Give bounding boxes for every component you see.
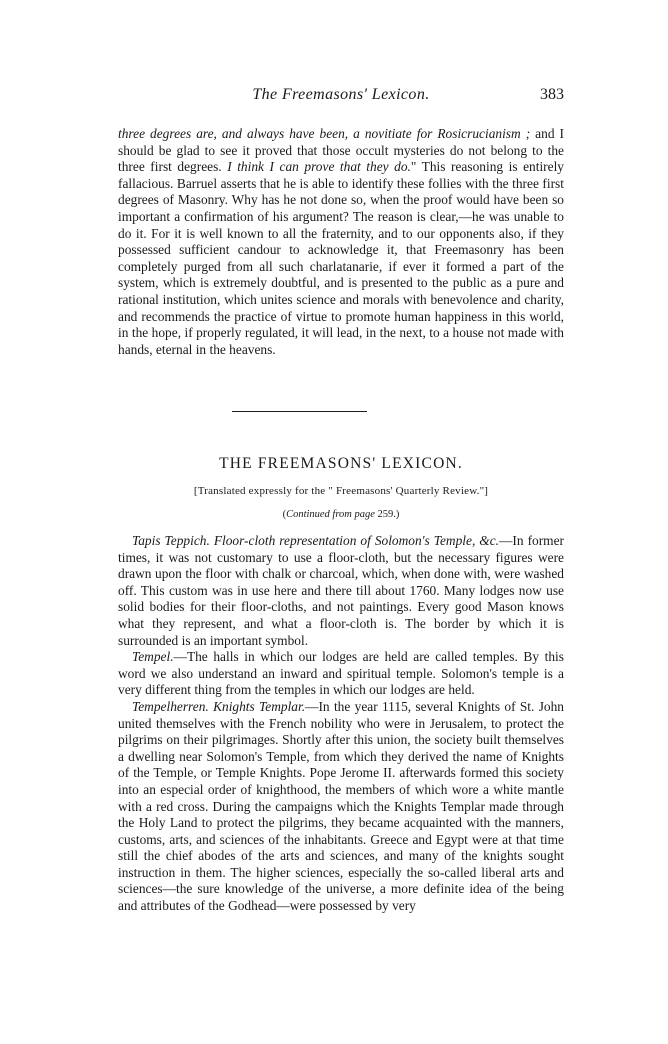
lexicon-entries [118, 533, 564, 915]
intro-text [118, 126, 564, 358]
entry-headword: Tempelherren. [132, 698, 209, 714]
entry-tempelherren [118, 699, 564, 915]
entry-headword: Tempel. [132, 649, 174, 665]
continued-italic: Continued from page [286, 509, 375, 520]
running-title: The Freemasons' Lexicon. [252, 86, 430, 103]
entry-text: —The halls in which our lodges are held are called temples. By this word we also understand an inward and spiritual temple. Solomon's temple is a very different thing from the temples in which our lodges are held. [118, 649, 564, 698]
continued-open: ( [282, 509, 287, 520]
intro-italic-lead: three degrees are, and always have been, a novitiate for Rosicrucianism ; [118, 126, 531, 141]
page-number: 383 [540, 86, 564, 103]
section-title: THE FREEMASONS' LEXICON. [219, 455, 463, 472]
entry-gloss: Floor-cloth representation of Solomon's Temple, &c. [209, 533, 500, 548]
intro-italic-quote: I think I can prove that they do. [227, 159, 411, 175]
entry-text: —In former times, it was not customary to use a floor-cloth, but the necessary figures were drawn upon the floor with chalk or charcoal, which, when done with, were washed off. This custom was in use here and there till about 1760. Many lodges now use solid bodies for their floor-cloths, and not paintings. Every good Mason knows what they represent, and what a floor-cloth is. The border by which it is surrounded is an important symbol. [118, 533, 564, 648]
section-subtitle: [Translated expressly for the " Freemasons' Quarterly Review."] [193, 485, 489, 497]
section-divider [232, 411, 367, 412]
intro-text-part-1: and I should be glad to see it proved that those occult mysteries do not belong to the three first degrees. [118, 126, 564, 175]
entry-gloss: Knights Templar. [208, 698, 306, 714]
entry-headword: Tapis Teppich. [132, 533, 210, 548]
running-head [118, 86, 564, 108]
intro-paragraph [118, 126, 564, 358]
intro-text-part-2: " This reasoning is entirely fallacious. Barruel asserts that he is able to identify these follies with the three first degrees of Masonry. Why has he not done so, when the proof would have been so important a confirmation of his argument? The reason is clear,—he was unable to do it. For it is well known to all the fraternity, and to our opponents also, if they possessed sufficient candour to acknowledge it, that Freemasonry has been completely purged from all such charlatanarie, if ever it formed a part of the system, which is extremely doubtful, and is presented to the public as a pure and rational institution, which unites science and morals with benevolence and charity, and recommends the practice of virtue to promote human happiness in this world, in the hope, if properly regulated, it will lead, in the next, to a house not made with hands, eternal in the heavens. [118, 159, 564, 357]
continued-page: 259.) [374, 509, 400, 520]
entry-tempel [118, 649, 564, 699]
continued-note [118, 509, 564, 520]
entry-tapis [118, 533, 564, 649]
entry-text: —In the year 1115, several Knights of St. John united themselves with the French nobility who were in Jerusalem, to protect the pilgrims on their pilgrimages. Shortly after this union, the society built themselves a dwelling near Solomon's Temple, from which they derived the name of Knights of the Temple, or Temple Knights. Pope Jerome II. afterwards formed this society into an especial order of knighthood, the members of which wore a white mantle with a red cross. During the campaigns which the Knights Templar made through the Holy Land to protect the pilgrims, they became acquainted with the manners, customs, arts, and sciences of the inhabitants. Greece and Egypt were at that time still the chief abodes of the arts and sciences, and many of the knights sought instruction in them. The higher sciences, especially the so-called liberal arts and sciences—the sure knowledge of the universe, a more definite idea of the being and attributes of the Godhead—were possessed by very [118, 698, 564, 914]
